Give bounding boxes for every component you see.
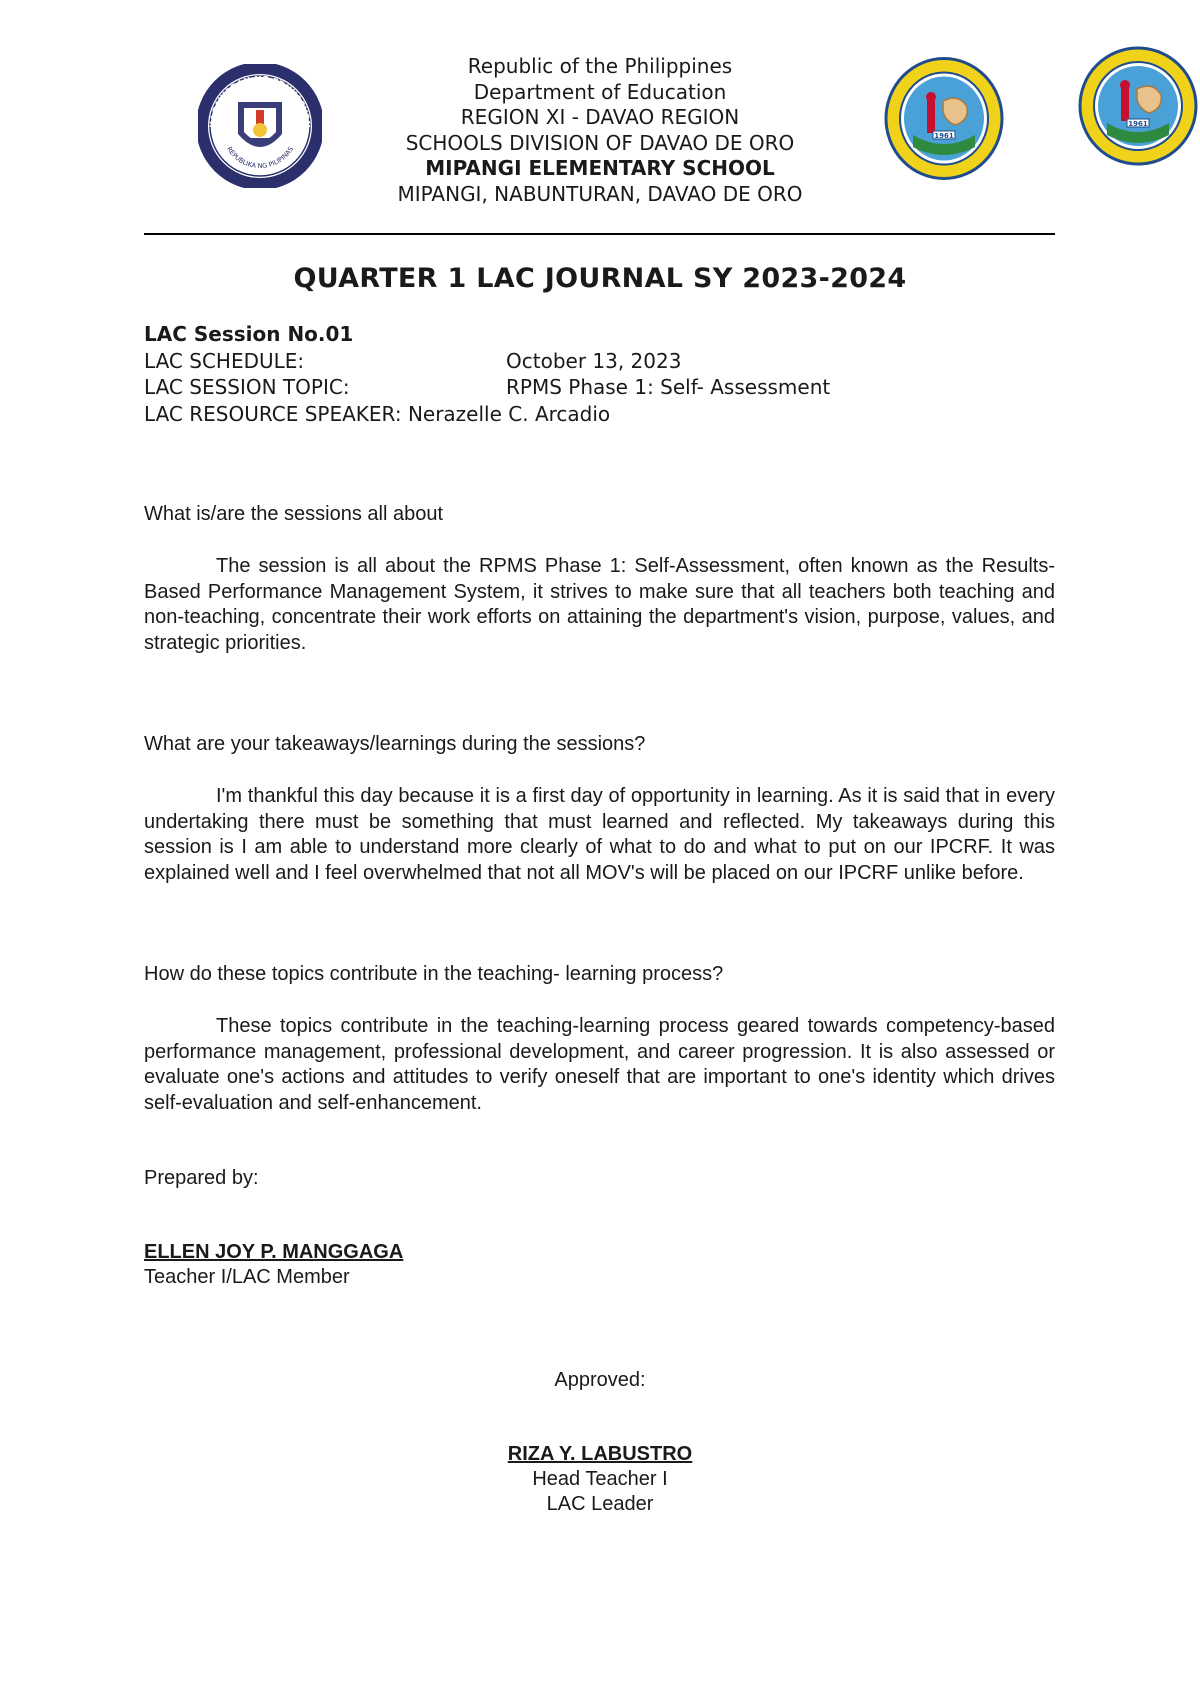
document-title: QUARTER 1 LAC JOURNAL SY 2023-2024 [293,263,907,294]
answer-3: These topics contribute in the teaching-learning process geared towards competency-based performance management, professional development, and career progression. It is also assessed or evaluate one's actions and attitudes to verify oneself that are important to one's identity which drives self-evaluation and self-enhancement. [144,1015,1055,1114]
header-school-name: MIPANGI ELEMENTARY SCHOOL [425,156,775,180]
school-seal-logo [883,55,1005,182]
preparer-position: Teacher I/LAC Member [144,1266,350,1288]
schedule-value: October 13, 2023 [506,348,682,373]
svg-text:REPUBLIKA NG PILIPINAS: REPUBLIKA NG PILIPINAS [225,145,295,171]
session-number: LAC Session No.01 [144,322,354,346]
question-1: What is/are the sessions all about [144,503,444,525]
approved-label: Approved: [554,1369,646,1391]
prepared-by-label: Prepared by: [144,1167,259,1189]
letterhead [300,54,900,207]
header-line-division: SCHOOLS DIVISION OF DAVAO DE ORO [405,130,795,155]
answer-1: The session is all about the RPMS Phase 1: Self-Assessment, often known as the Results-Based Performance Management System, it strives to make sure that all teachers both teaching and non-teaching, concentrate their work efforts on attaining the department's vision, purpose, values, and strategic priorities. [144,555,1055,654]
topic-value: RPMS Phase 1: Self- Assessment [506,375,831,399]
approver-role: LAC Leader [546,1493,654,1515]
svg-text:1961: 1961 [934,132,954,140]
header-line-department: Department of Education [473,79,727,104]
prepared-by-block [144,1240,403,1290]
schedule-label: LAC SCHEDULE: [144,348,305,373]
svg-text:KAGAWARAN NG EDUKASYON: KAGAWARAN NG EDUKASYON [208,74,312,128]
speaker-value: Nerazelle C. Arcadio [407,401,611,426]
header-school-address: MIPANGI, NABUNTURAN, DAVAO DE ORO [397,181,803,206]
topic-label: LAC SESSION TOPIC: [144,375,350,399]
speaker-label: LAC RESOURCE SPEAKER: [144,401,402,426]
header-line-region: REGION XI - DAVAO REGION [460,105,740,129]
svg-text:1961: 1961 [1128,120,1148,128]
header-line-republic: Republic of the Philippines [467,54,733,78]
question-2: What are your takeaways/learnings during the sessions? [144,733,646,755]
header-divider [144,233,1055,235]
school-seal-logo-2 [1077,45,1199,167]
approver-position: Head Teacher I [532,1468,668,1490]
question-3: How do these topics contribute in the teaching- learning process? [144,963,724,985]
approver-name: RIZA Y. LABUSTRO [507,1443,693,1465]
session-details [144,321,830,427]
approved-by-block [0,1442,1200,1517]
preparer-name: ELLEN JOY P. MANGGAGA [144,1241,404,1263]
answer-2: I'm thankful this day because it is a first day of opportunity in learning. As it is said that in every undertaking there must be something that must learned and reflected. My takeaways during this session is I am able to understand more clearly of what to do and what to put on our IPCRF. It was explained well and I feel overwhelmed that not all MOV's will be placed on our IPCRF unlike before. [144,785,1055,884]
